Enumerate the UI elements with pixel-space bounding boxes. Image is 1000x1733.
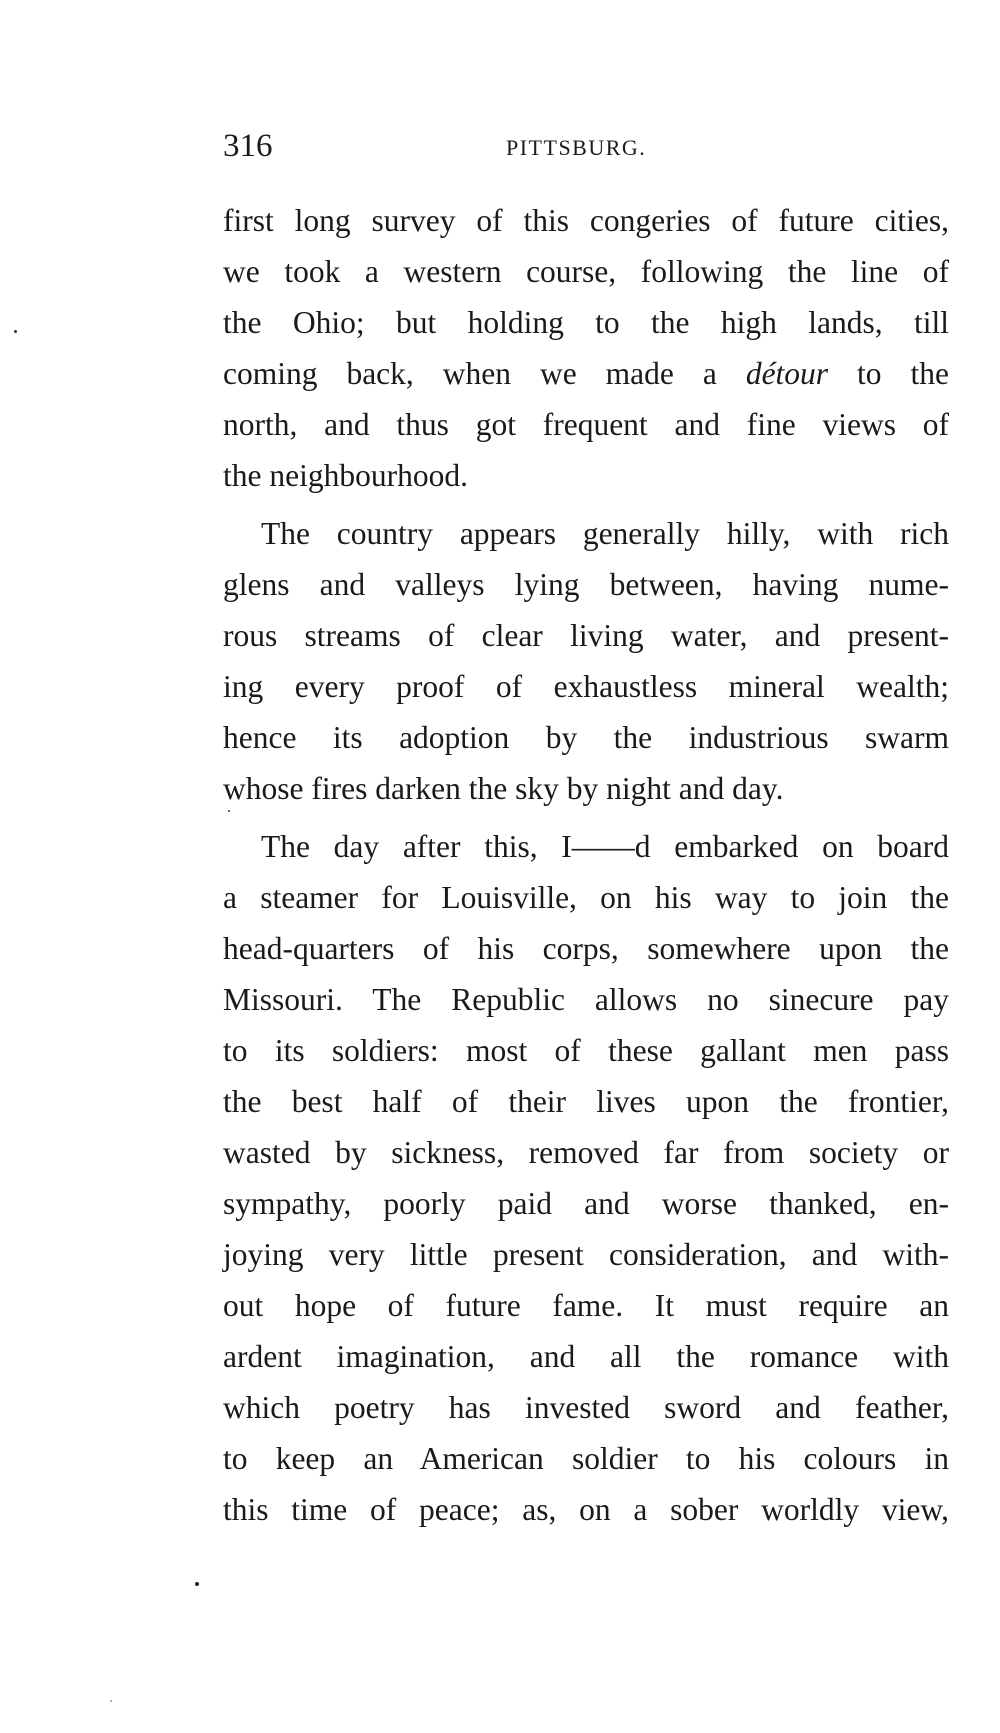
paragraph-3	[223, 821, 949, 1535]
scan-speck	[228, 810, 230, 812]
text-line: the neighbourhood.	[223, 458, 468, 493]
scan-speck	[14, 330, 17, 333]
text-line: the Ohio; but holding to the high lands, till	[223, 305, 949, 340]
text-line: whose fires darken the sky by night and day.	[223, 771, 784, 806]
text-line: wasted by sickness, removed far from society or	[223, 1135, 949, 1170]
text-line: which poetry has invested sword and feather,	[223, 1390, 949, 1425]
text-line: The country appears generally hilly, with rich	[261, 516, 949, 551]
scan-speck	[195, 1582, 199, 1586]
text-line: Missouri. The Republic allows no sinecure pay	[223, 982, 949, 1017]
text-line: out hope of future fame. It must require an	[223, 1288, 949, 1323]
text-line: joying very little present consideration, and with-	[223, 1237, 949, 1272]
page-number: 316	[223, 128, 273, 164]
text-line: coming back, when we made a détour to the	[223, 356, 949, 391]
paragraph-1	[223, 195, 949, 501]
text-line: ardent imagination, and all the romance with	[223, 1339, 949, 1374]
text-line: head-quarters of his corps, somewhere upon the	[223, 931, 949, 966]
text-line: to keep an American soldier to his colours in	[223, 1441, 949, 1476]
paragraph-2	[223, 508, 949, 814]
page-header	[223, 126, 949, 166]
text-line: north, and thus got frequent and fine views of	[223, 407, 949, 442]
text-line: a steamer for Louisville, on his way to join the	[223, 880, 949, 915]
text-line: hence its adoption by the industrious swarm	[223, 720, 949, 755]
text-line: the best half of their lives upon the frontier,	[223, 1084, 949, 1119]
text-body	[223, 195, 949, 1535]
text-line: sympathy, poorly paid and worse thanked, en-	[223, 1186, 949, 1221]
text-line: rous streams of clear living water, and present-	[223, 618, 949, 653]
running-title: PITTSBURG.	[506, 135, 647, 160]
text-line: to its soldiers: most of these gallant men pass	[223, 1033, 949, 1068]
text-line: The day after this, I——d embarked on board	[261, 829, 949, 864]
italic-word: détour	[745, 356, 829, 391]
text-line: this time of peace; as, on a sober worldly view,	[223, 1492, 949, 1527]
scan-speck	[110, 1700, 112, 1702]
text-line: glens and valleys lying between, having nume-	[223, 567, 949, 602]
text-line: we took a western course, following the line of	[223, 254, 949, 289]
text-line: first long survey of this congeries of future cities,	[223, 203, 949, 238]
text-line: ing every proof of exhaustless mineral wealth;	[223, 669, 949, 704]
